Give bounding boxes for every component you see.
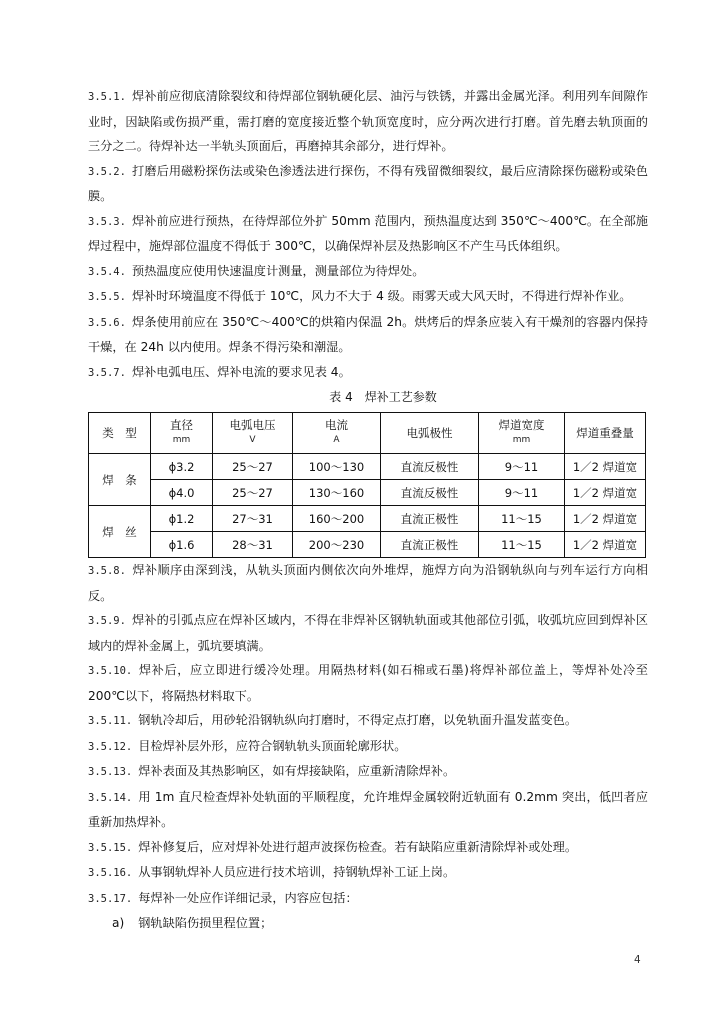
- current-cell: 200～230: [293, 532, 381, 558]
- clause-number: 3.5.12.: [88, 740, 133, 753]
- clause-number: 3.5.17.: [88, 892, 133, 905]
- diameter-cell: ϕ1.6: [151, 532, 213, 558]
- paragraph-3-5-14: [88, 785, 648, 835]
- header-label: 电流: [325, 418, 348, 432]
- header-unit: mm: [172, 435, 191, 445]
- paragraph-3-5-7: [88, 360, 648, 386]
- clause-text: 焊补后，应立即进行缓冷处理。用隔热材料(如石棉或石墨)将焊补部位盖上，等焊补处冷至 200℃以下，将隔热材料取下。: [88, 663, 648, 703]
- clause-text: 焊条使用前应在 350℃～400℃的烘箱内保温 2h。烘烤后的焊条应装入有干燥剂的容器内保持干燥，在 24h 以内使用。焊条不得污染和潮湿。: [88, 314, 648, 354]
- clause-text: 打磨后用磁粉探伤法或染色渗透法进行探伤，不得有残留微细裂纹，最后应清除探伤磁粉或染色膜。: [88, 163, 648, 203]
- clause-number: 3.5.3.: [88, 215, 126, 228]
- type-cell-wire: 焊 丝: [89, 506, 151, 558]
- clause-text: 焊补前应进行预热，在待焊部位外扩 50mm 范围内，预热温度达到 350℃～400℃。在全部施焊过程中，施焊部位温度不得低于 300℃，以确保焊补层及热影响区不产生马氏体组织。: [88, 213, 648, 253]
- diameter-cell: ϕ3.2: [151, 454, 213, 480]
- header-unit: mm: [512, 435, 531, 445]
- clause-number: 3.5.9.: [88, 615, 126, 627]
- header-type: [89, 413, 151, 454]
- list-item-text: 钢轨缺陷伤损里程位置；: [138, 916, 273, 930]
- header-bead-width: [479, 413, 565, 454]
- voltage-cell: 28～31: [213, 532, 293, 558]
- page-number: 4: [634, 954, 641, 966]
- clause-number: 3.5.15.: [88, 841, 133, 854]
- header-label: 电弧电压: [229, 418, 276, 432]
- header-label: 焊道宽度: [498, 418, 545, 432]
- header-polarity: [381, 413, 479, 454]
- clause-text: 焊补的引弧点应在焊补区域内，不得在非焊补区钢轨轨面或其他部位引弧，收弧坑应回到焊补区域内的焊补金属上，弧坑要填满。: [88, 613, 648, 653]
- clause-number: 3.5.14.: [88, 791, 133, 804]
- polarity-cell: 直流正极性: [381, 532, 479, 558]
- header-current: [293, 413, 381, 454]
- clause-text: 预热温度应使用快速温度计测量，测量部位为待焊处。: [131, 263, 425, 278]
- list-item: [88, 911, 648, 936]
- bead-width-cell: 9～11: [479, 480, 565, 506]
- clause-text: 焊补电弧电压、焊补电流的要求见表 4。: [131, 364, 351, 379]
- header-overlap: [565, 413, 646, 454]
- header-unit: V: [249, 435, 256, 445]
- clause-number: 3.5.13.: [88, 766, 133, 778]
- clause-text: 焊补修复后，应对焊补处进行超声波探伤检查。若有缺陷应重新清除焊补或处理。: [138, 839, 578, 854]
- header-label: 类 型: [102, 425, 137, 440]
- paragraph-3-5-6: [88, 310, 648, 360]
- paragraph-group-bottom: [88, 558, 648, 936]
- paragraph-3-5-15: [88, 835, 648, 861]
- welding-parameters-table: [88, 412, 646, 558]
- paragraph-3-5-17: [88, 886, 648, 912]
- clause-number: 3.5.8.: [88, 565, 126, 577]
- list-marker: a): [112, 916, 125, 930]
- bead-width-cell: 11～15: [479, 506, 565, 532]
- document-body: [88, 84, 648, 936]
- clause-text: 焊补顺序由深到浅，从轨头顶面内侧依次向外堆焊，施焊方向为沿钢轨纵向与列车运行方向相反。: [88, 563, 648, 603]
- paragraph-3-5-4: [88, 259, 648, 285]
- overlap-cell: 1／2 焊道宽: [565, 506, 646, 532]
- paragraph-3-5-3: [88, 209, 648, 259]
- paragraph-3-5-12: [88, 734, 648, 760]
- bead-width-cell: 11～15: [479, 532, 565, 558]
- paragraph-3-5-10: [88, 658, 648, 708]
- paragraph-3-5-8: [88, 558, 648, 608]
- header-label: 焊道重叠量: [576, 425, 634, 440]
- paragraph-3-5-1: [88, 84, 648, 159]
- clause-number: 3.5.7.: [88, 366, 126, 379]
- header-voltage: [213, 413, 293, 454]
- paragraph-3-5-9: [88, 608, 648, 658]
- current-cell: 100～130: [293, 454, 381, 480]
- clause-number: 3.5.6.: [88, 316, 126, 329]
- overlap-cell: 1／2 焊道宽: [565, 532, 646, 558]
- clause-text: 钢轨冷却后，用砂轮沿钢轨纵向打磨时，不得定点打磨，以免轨面升温发蓝变色。: [138, 713, 578, 727]
- polarity-cell: 直流反极性: [381, 480, 479, 506]
- clause-text: 每焊补一处应作详细记录，内容应包括：: [138, 890, 358, 905]
- diameter-cell: ϕ4.0: [151, 480, 213, 506]
- diameter-cell: ϕ1.2: [151, 506, 213, 532]
- clause-number: 3.5.4.: [88, 265, 126, 278]
- clause-number: 3.5.10.: [88, 665, 133, 677]
- header-unit: A: [333, 435, 340, 445]
- polarity-cell: 直流反极性: [381, 454, 479, 480]
- table-header-row: [89, 413, 646, 454]
- clause-text: 焊补时环境温度不得低于 10℃，风力不大于 4 级。雨雾天或大风天时，不得进行焊补作业。: [131, 289, 632, 303]
- current-cell: 160～200: [293, 506, 381, 532]
- table-row: [89, 532, 646, 558]
- table-caption: 表 4 焊补工艺参数: [329, 390, 437, 404]
- paragraph-3-5-11: [88, 708, 648, 734]
- clause-number: 3.5.2.: [88, 165, 126, 178]
- clause-text: 从事钢轨焊补人员应进行技术培训，持钢轨焊补工证上岗。: [138, 865, 456, 879]
- type-cell-electrode: 焊 条: [89, 454, 151, 506]
- paragraph-group-top: [88, 84, 648, 385]
- paragraph-3-5-2: [88, 159, 648, 209]
- bead-width-cell: 9～11: [479, 454, 565, 480]
- clause-text: 用 1m 直尺检查焊补处轨面的平顺程度，允许堆焊金属较附近轨面有 0.2mm 突出，低凹者应重新加热焊补。: [88, 789, 648, 829]
- header-label: 电弧极性: [406, 425, 453, 440]
- header-diameter: [151, 413, 213, 454]
- paragraph-3-5-13: [88, 759, 648, 785]
- clause-number: 3.5.1.: [88, 91, 126, 103]
- clause-number: 3.5.16.: [88, 867, 133, 879]
- overlap-cell: 1／2 焊道宽: [565, 454, 646, 480]
- paragraph-3-5-5: [88, 284, 648, 310]
- table-row: [89, 454, 646, 480]
- current-cell: 130～160: [293, 480, 381, 506]
- table-row: [89, 480, 646, 506]
- overlap-cell: 1／2 焊道宽: [565, 480, 646, 506]
- clause-number: 3.5.11.: [88, 715, 133, 727]
- clause-text: 焊补前应彻底清除裂纹和待焊部位钢轨硬化层、油污与铁锈，并露出金属光泽。利用列车间隙作业时，因缺陷或伤损严重，需打磨的宽度接近整个轨顶宽度时，应分两次进行打磨。首先磨去轨顶面的三分之二。待焊补达一半轨头顶面后，再磨掉其余部分，进行焊补。: [88, 89, 648, 153]
- paragraph-3-5-16: [88, 860, 648, 886]
- voltage-cell: 27～31: [213, 506, 293, 532]
- voltage-cell: 25～27: [213, 480, 293, 506]
- header-label: 直径: [170, 418, 193, 432]
- clause-text: 目检焊补层外形，应符合钢轨轨头顶面轮廓形状。: [138, 738, 407, 753]
- clause-number: 3.5.5.: [88, 291, 126, 303]
- polarity-cell: 直流正极性: [381, 506, 479, 532]
- table-row: [89, 506, 646, 532]
- voltage-cell: 25～27: [213, 454, 293, 480]
- clause-text: 焊补表面及其热影响区，如有焊接缺陷，应重新清除焊补。: [138, 764, 456, 778]
